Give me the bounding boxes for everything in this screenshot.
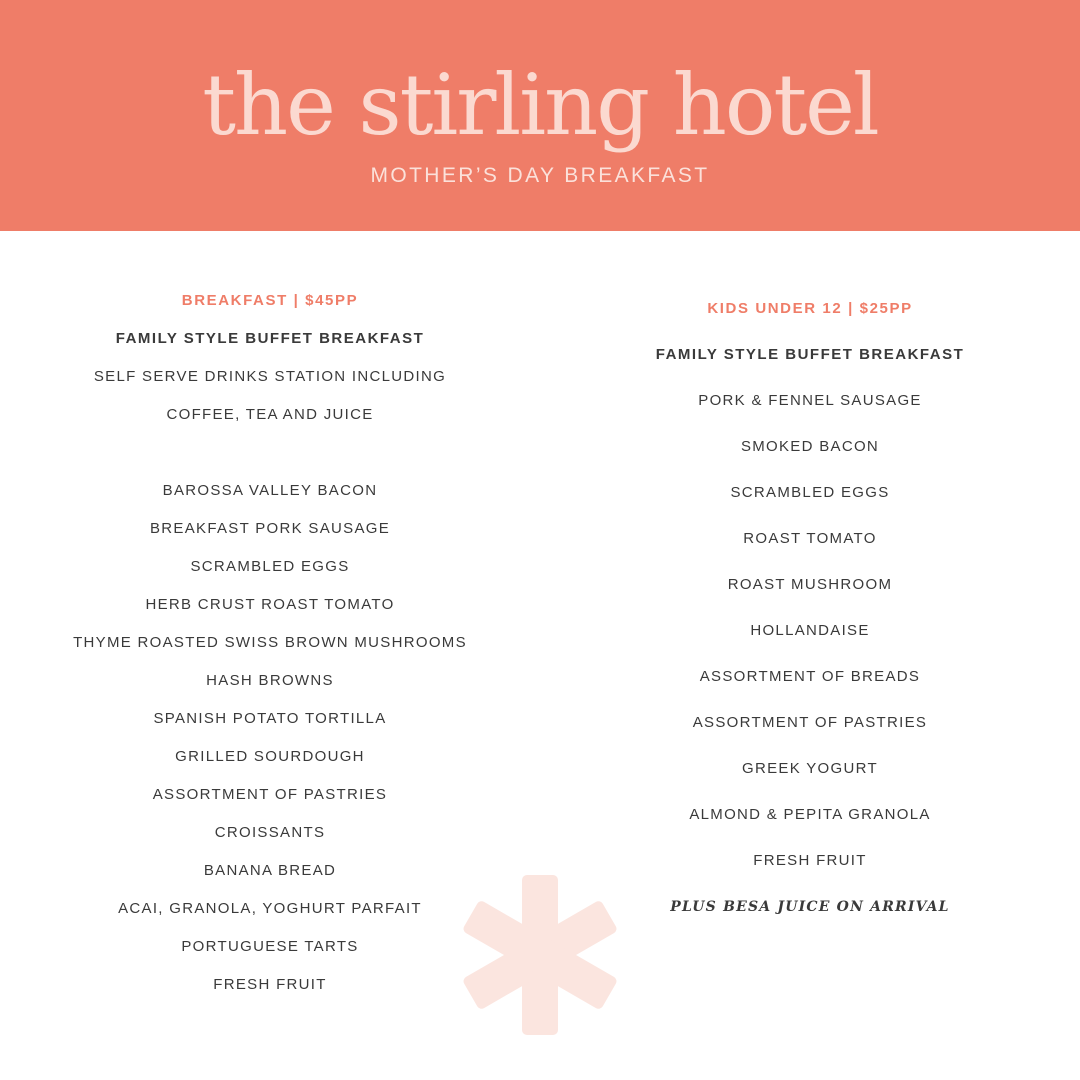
- menu-item: ASSORTMENT OF PASTRIES: [152, 786, 388, 803]
- drinks-line: COFFEE, TEA AND JUICE: [166, 406, 374, 423]
- menu-item: HOLLANDAISE: [750, 622, 870, 639]
- menu-item: PORK & FENNEL SAUSAGE: [698, 392, 922, 409]
- adult-menu-heading: FAMILY STYLE BUFFET BREAKFAST: [115, 330, 425, 347]
- menu-item: SPANISH POTATO TORTILLA: [153, 710, 387, 727]
- kids-menu-heading: FAMILY STYLE BUFFET BREAKFAST: [655, 346, 965, 363]
- hotel-title: the stirling hotel: [202, 56, 878, 154]
- menu-item: BANANA BREAD: [203, 862, 337, 879]
- menu-item: ASSORTMENT OF PASTRIES: [692, 714, 928, 731]
- menu-item: ROAST TOMATO: [743, 530, 877, 547]
- menu-item: GRILLED SOURDOUGH: [175, 748, 365, 765]
- menu-item: SCRAMBLED EGGS: [190, 558, 350, 575]
- menu-item: BREAKFAST PORK SAUSAGE: [149, 520, 391, 537]
- juice-note: PLUS BESA JUICE ON ARRIVAL: [670, 899, 950, 915]
- menu-item: THYME ROASTED SWISS BROWN MUSHROOMS: [73, 634, 467, 651]
- menu-item: FRESH FRUIT: [753, 852, 867, 869]
- drinks-line: SELF SERVE DRINKS STATION INCLUDING: [93, 368, 447, 385]
- menu-item: CROISSANTS: [214, 824, 326, 841]
- kids-price-title: KIDS UNDER 12 | $25PP: [707, 300, 913, 317]
- header-banner: [0, 0, 1080, 231]
- menu-item: FRESH FRUIT: [213, 976, 327, 993]
- menu-item: SCRAMBLED EGGS: [730, 484, 890, 501]
- adult-price-title: BREAKFAST | $45PP: [181, 292, 359, 309]
- menu-item: PORTUGUESE TARTS: [181, 938, 359, 955]
- menu-item: BAROSSA VALLEY BACON: [162, 482, 378, 499]
- menu-item: ACAI, GRANOLA, YOGHURT PARFAIT: [118, 900, 422, 917]
- menu-item: ASSORTMENT OF BREADS: [699, 668, 921, 685]
- menu-item: ALMOND & PEPITA GRANOLA: [689, 806, 931, 823]
- menu-item: SMOKED BACON: [740, 438, 880, 455]
- menu-item: HERB CRUST ROAST TOMATO: [145, 596, 395, 613]
- menu-item: ROAST MUSHROOM: [727, 576, 893, 593]
- page-subtitle: MOTHER’S DAY BREAKFAST: [370, 164, 710, 187]
- menu-item: HASH BROWNS: [206, 672, 334, 689]
- menu-item: GREEK YOGURT: [742, 760, 878, 777]
